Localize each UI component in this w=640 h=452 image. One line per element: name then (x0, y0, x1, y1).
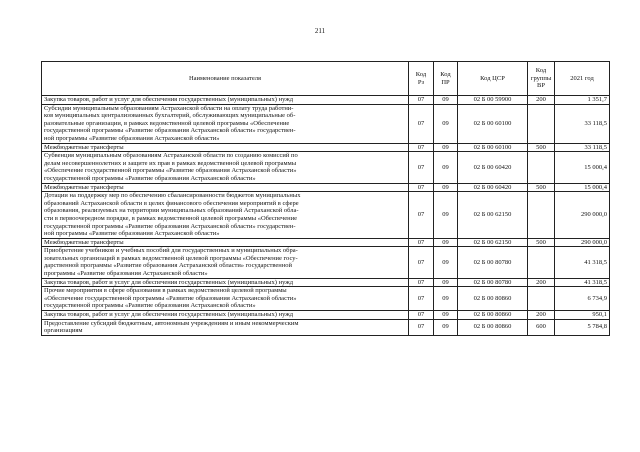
row-name-cell (42, 183, 409, 192)
row-name-line: делам несовершеннолетних и защите их прав в рамках ведомственной целевой программы (44, 159, 297, 167)
row-pr: 09 (434, 311, 458, 320)
row-name-line: ной программы «Развитие образования Астраханской области» (44, 230, 220, 238)
row-name-line: «Обеспечение государственной программы «Развитие образования Астраханской области» (44, 294, 297, 302)
row-name-line: программы «Развитие образования Астраханской области» (44, 270, 208, 278)
row-name-cell (42, 192, 409, 239)
row-vr: 600 (528, 319, 555, 335)
row-vr: 500 (528, 183, 555, 192)
row-vr (528, 287, 555, 311)
row-name-line: Прочие мероприятия в сфере образования в рамках ведомственной целевой программы (44, 287, 287, 295)
row-pr: 09 (434, 183, 458, 192)
row-rz: 07 (409, 238, 434, 247)
row-name-cell (42, 247, 409, 278)
row-amount: 950,1 (555, 311, 610, 320)
row-amount: 33 118,5 (555, 143, 610, 152)
row-name-line: Закупка товаров, работ и услуг для обеспечения государственных (муниципальных) нужд (44, 311, 294, 319)
header-pr-line: ПР (441, 78, 450, 86)
row-rz: 07 (409, 311, 434, 320)
header-pr-line: Код (440, 70, 451, 78)
row-rz: 07 (409, 278, 434, 287)
row-amount: 41 318,5 (555, 278, 610, 287)
row-vr (528, 247, 555, 278)
row-name-line: Межбюджетные трансферты (44, 238, 124, 246)
table-header-row (42, 62, 610, 96)
row-name-cell (42, 278, 409, 287)
row-name-cell (42, 311, 409, 320)
table-row (42, 104, 610, 143)
row-pr: 09 (434, 287, 458, 311)
row-name-line: «Обеспечение государственной программы «Развитие образования Астраханской области» (44, 167, 297, 175)
row-name-cell (42, 152, 409, 183)
row-csr: 02 Б 00 80860 (458, 319, 528, 335)
row-name-line: зовательных организаций в рамках ведомственной целевой программы «Обеспечение госу- (44, 254, 298, 262)
header-vr-line: ВР (537, 82, 545, 90)
row-csr: 02 Б 00 60100 (458, 104, 528, 143)
row-pr: 09 (434, 247, 458, 278)
row-amount: 1 351,7 (555, 96, 610, 105)
row-name-line: Субвенция муниципальным образованиям Астраханской области по созданию комиссий по (44, 152, 298, 160)
row-csr: 02 Б 00 60100 (458, 143, 528, 152)
row-name-line: Предоставление субсидий бюджетным, автономным учреждениям и иным некоммерческим (44, 319, 299, 327)
row-rz: 07 (409, 104, 434, 143)
row-name-line: Закупка товаров, работ и услуг для обеспечения государственных (муниципальных) нужд (44, 96, 294, 103)
row-name-cell (42, 287, 409, 311)
row-name-line: образований Астраханской области в целях финансового обеспечения мероприятий в сфере (44, 199, 299, 207)
header-rz-line: Код (415, 70, 427, 78)
row-pr: 09 (434, 319, 458, 335)
row-name-line: дарственной программы «Развитие образования Астраханской области» государственной (44, 262, 292, 270)
row-amount: 15 000,4 (555, 183, 610, 192)
row-vr (528, 104, 555, 143)
row-rz: 07 (409, 96, 434, 105)
row-pr: 09 (434, 96, 458, 105)
row-name-line: образования, реализуемых на территории муниципальных образований Астраханской обла- (44, 207, 299, 215)
row-amount: 6 734,9 (555, 287, 610, 311)
row-csr: 02 Б 00 60420 (458, 183, 528, 192)
row-rz: 07 (409, 319, 434, 335)
header-pr (434, 62, 458, 96)
row-name-line: Межбюджетные трансферты (44, 183, 124, 191)
row-amount: 15 000,4 (555, 152, 610, 183)
table-row (42, 278, 610, 287)
row-rz: 07 (409, 152, 434, 183)
header-rz (409, 62, 434, 96)
row-rz: 07 (409, 192, 434, 239)
header-year: 2021 год (555, 62, 610, 96)
table-row (42, 287, 610, 311)
row-csr: 02 Б 00 80860 (458, 311, 528, 320)
row-csr: 02 Б 00 62150 (458, 238, 528, 247)
row-vr (528, 152, 555, 183)
row-rz: 07 (409, 183, 434, 192)
table-row (42, 143, 610, 152)
row-name-cell (42, 319, 409, 335)
row-name-line: государственной программы «Развитие образования Астраханской области» (44, 174, 256, 182)
row-name-cell (42, 96, 409, 105)
table-row (42, 238, 610, 247)
row-rz: 07 (409, 247, 434, 278)
budget-table (41, 61, 610, 336)
row-name-line: Субсидии муниципальным образованиям Астраханской области на оплату труда работни- (44, 104, 294, 112)
header-name: Наименование показателя (42, 62, 409, 96)
row-vr: 200 (528, 96, 555, 105)
row-rz: 07 (409, 143, 434, 152)
table-row (42, 311, 610, 320)
row-name-line: государственной программы «Развитие образования Астраханской области» государствен- (44, 222, 296, 230)
row-vr: 500 (528, 143, 555, 152)
row-name-line: разовательные организации, в рамках ведомственной целевой программы «Обеспечение (44, 119, 290, 127)
row-pr: 09 (434, 192, 458, 239)
row-amount: 290 000,0 (555, 192, 610, 239)
row-pr: 09 (434, 143, 458, 152)
row-csr: 02 Б 00 62150 (458, 192, 528, 239)
row-name-cell (42, 143, 409, 152)
header-vr-line: группы (530, 74, 552, 82)
header-vr-line: Код (535, 67, 547, 75)
row-name-line: организациям (44, 327, 83, 335)
row-pr: 09 (434, 152, 458, 183)
row-name-line: Межбюджетные трансферты (44, 143, 124, 151)
row-pr: 09 (434, 104, 458, 143)
header-csr: Код ЦСР (458, 62, 528, 96)
row-pr: 09 (434, 238, 458, 247)
row-csr: 02 Б 00 80780 (458, 278, 528, 287)
header-vr (528, 62, 555, 96)
row-name-line: государственной программы «Развитие образования Астраханской области» (44, 302, 256, 310)
table-row (42, 152, 610, 183)
row-amount: 33 118,5 (555, 104, 610, 143)
row-name-line: Закупка товаров, работ и услуг для обеспечения государственных (муниципальных) нужд (44, 278, 294, 286)
row-amount: 290 000,0 (555, 238, 610, 247)
row-name-line: ков муниципальных централизованных бухгалтерий, обслуживающих муниципальные об- (44, 112, 296, 120)
row-pr: 09 (434, 278, 458, 287)
table-body (42, 96, 610, 336)
header-rz-line: Рз (417, 78, 425, 86)
row-csr: 02 Б 00 59900 (458, 96, 528, 105)
table-row (42, 192, 610, 239)
row-vr (528, 192, 555, 239)
row-amount: 41 318,5 (555, 247, 610, 278)
row-name-cell (42, 104, 409, 143)
table-row (42, 319, 610, 335)
table-row (42, 183, 610, 192)
table-row (42, 247, 610, 278)
row-name-line: сти в первоочередном порядке, в рамках ведомственной целевой программы «Обеспечение (44, 214, 298, 222)
row-vr: 500 (528, 238, 555, 247)
row-csr: 02 Б 00 80780 (458, 247, 528, 278)
row-csr: 02 Б 00 60420 (458, 152, 528, 183)
row-name-line: ной программы «Развитие образования Астраханской области» (44, 134, 220, 142)
row-csr: 02 Б 00 80860 (458, 287, 528, 311)
row-name-cell (42, 238, 409, 247)
page-number: 211 (314, 27, 326, 35)
row-name-line: Дотации на поддержку мер по обеспечению сбалансированности бюджетов муниципальных (44, 192, 301, 200)
row-name-line: Приобретение учебников и учебных пособий для государственных и муниципальных обра- (44, 247, 298, 255)
row-vr: 200 (528, 311, 555, 320)
table-row (42, 96, 610, 105)
row-name-line: государственной программы «Развитие образования Астраханской области» государствен- (44, 127, 296, 135)
row-rz: 07 (409, 287, 434, 311)
row-vr: 200 (528, 278, 555, 287)
row-amount: 5 784,8 (555, 319, 610, 335)
